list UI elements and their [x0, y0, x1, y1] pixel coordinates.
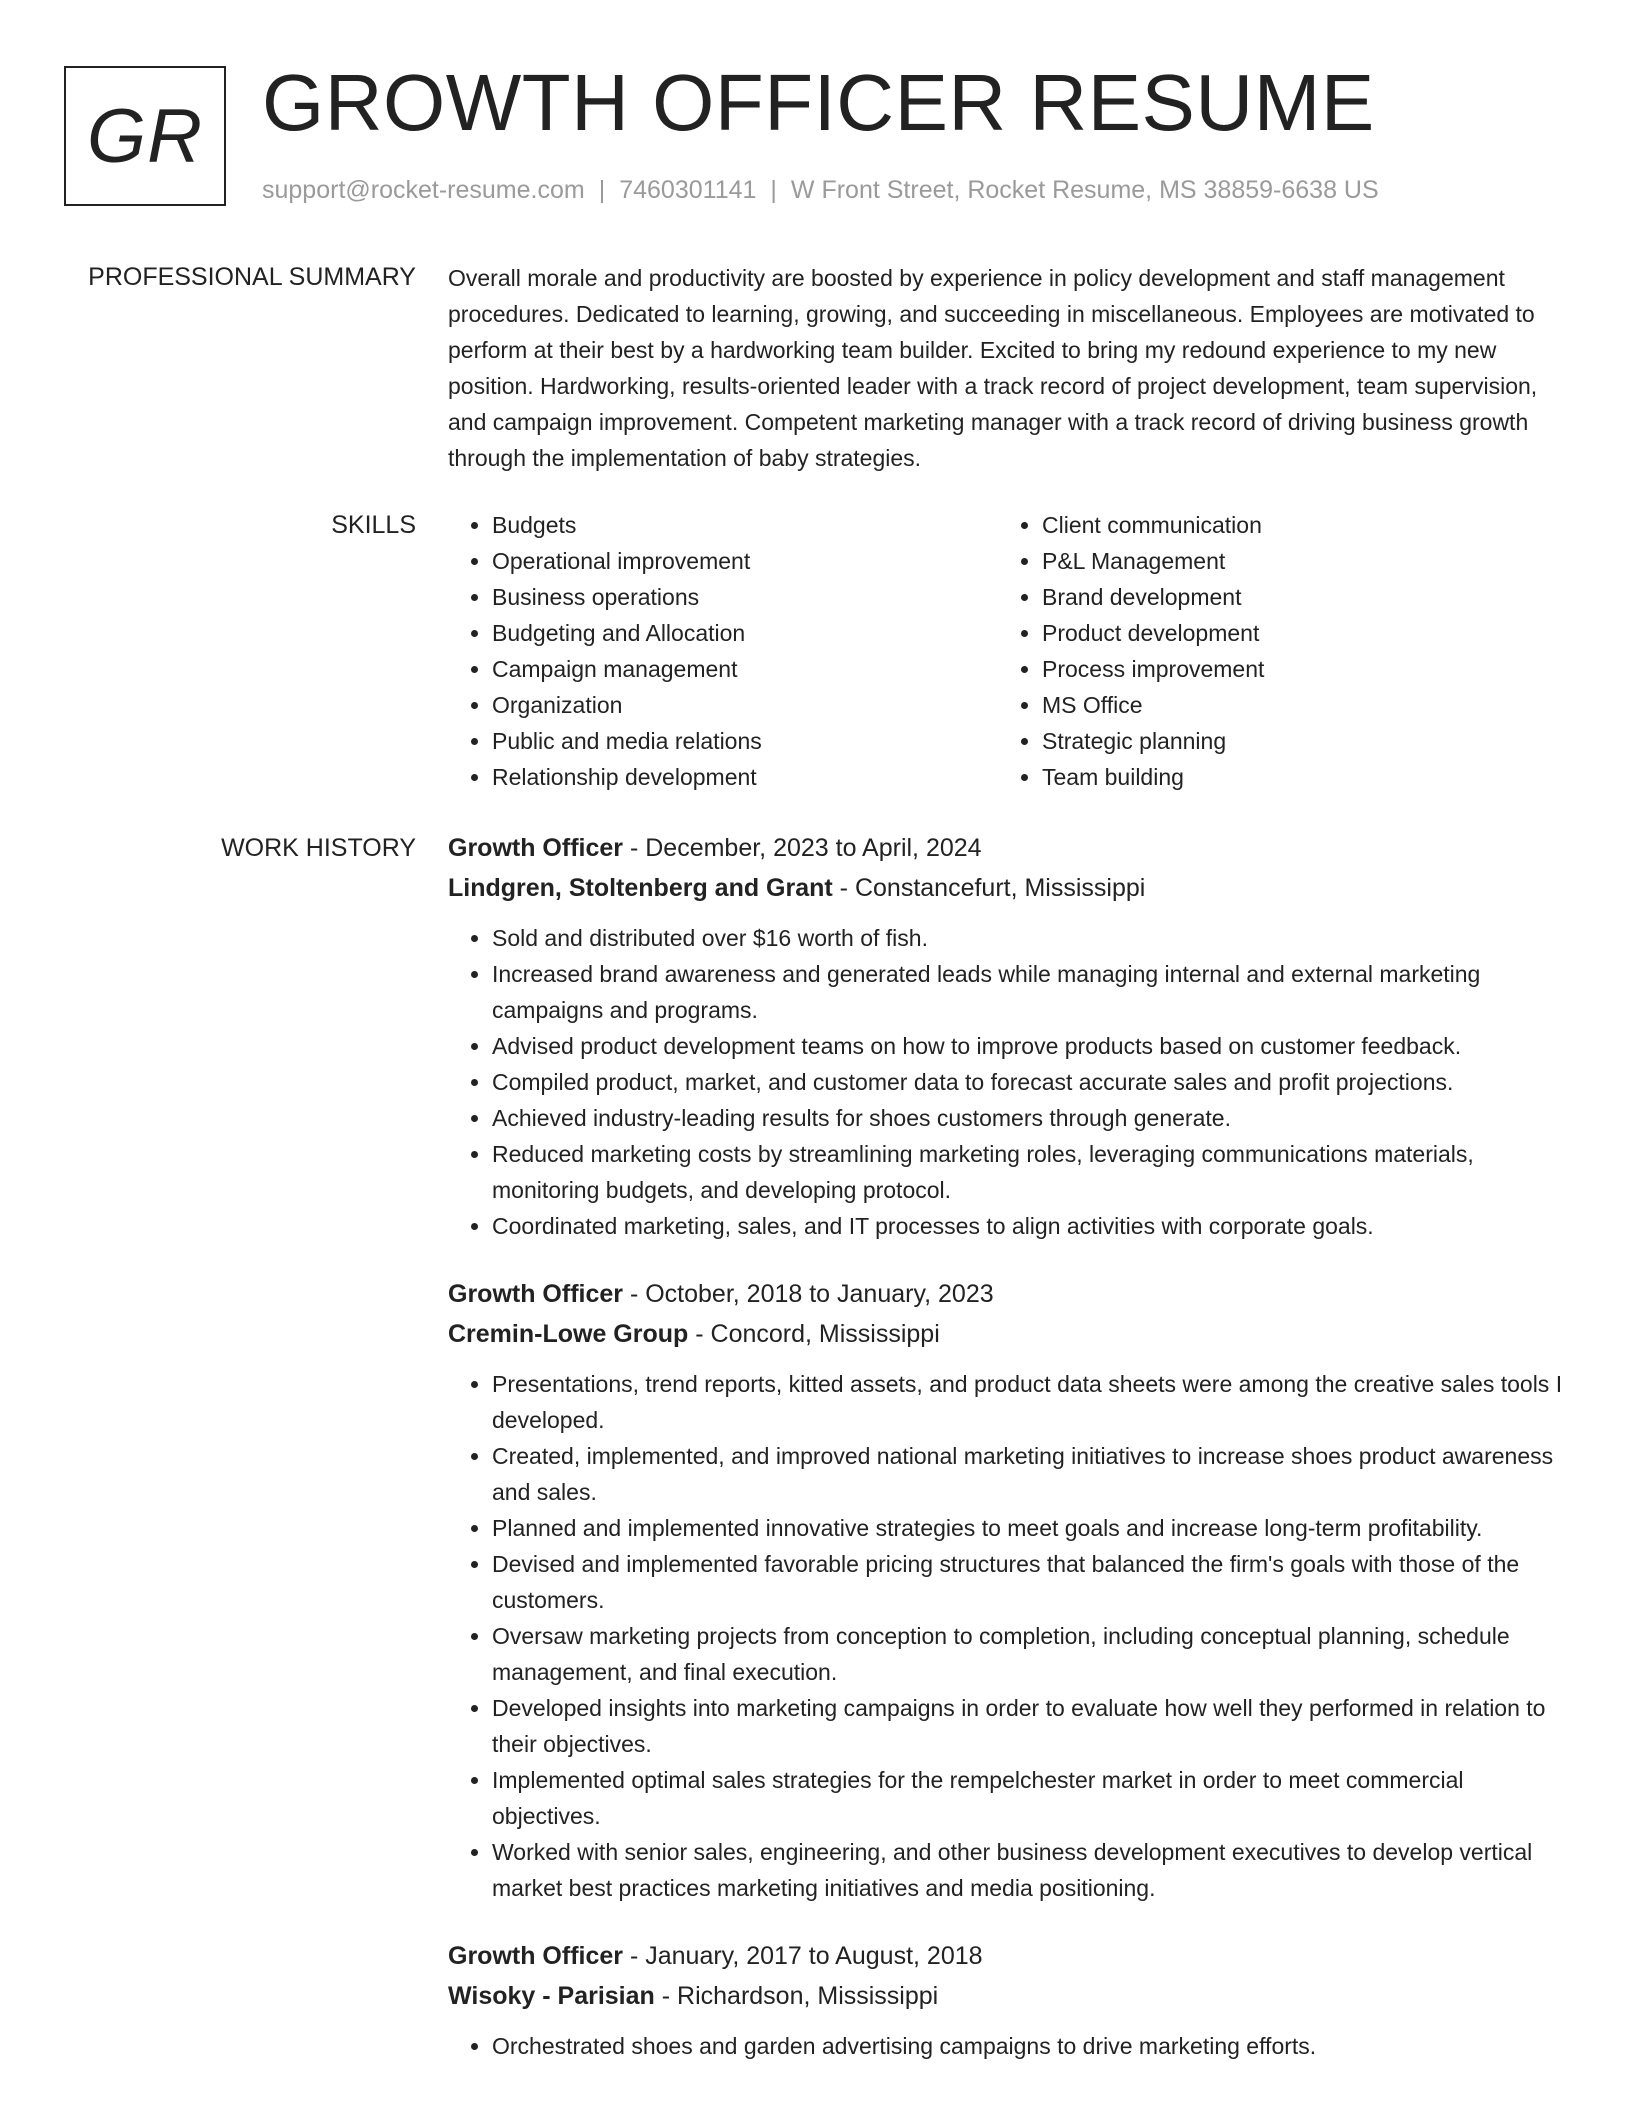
job-company: Cremin-Lowe Group: [448, 1320, 689, 1348]
skills-body: [448, 507, 1568, 795]
job-location: - Constancefurt, Mississippi: [832, 874, 1146, 902]
job-bullet: • Reduced marketing costs by streamlining marketing roles, leveraging communications materials, monitoring budgets, and developing protocol.: [492, 1136, 1568, 1208]
job-title-line: [448, 1274, 1568, 1314]
job-bullet: • Devised and implemented favorable pricing structures that balanced the firm's goals with those of the customers.: [492, 1546, 1568, 1618]
job-bullet: • Worked with senior sales, engineering, and other business development executives to develop vertical market best practices marketing initiatives and media positioning.: [492, 1834, 1568, 1906]
skill-item: • Relationship development: [492, 759, 998, 795]
contact-separator: |: [770, 176, 777, 204]
job-bullets: [448, 1366, 1568, 1906]
job-bullet: • Orchestrated shoes and garden advertising campaigns to drive marketing efforts.: [492, 2028, 1568, 2064]
summary-label: PROFESSIONAL SUMMARY: [88, 263, 416, 291]
skill-item: • Brand development: [1042, 579, 1548, 615]
job-dates: - October, 2018 to January, 2023: [623, 1280, 994, 1308]
skill-item: • Business operations: [492, 579, 998, 615]
summary-body: [448, 260, 1568, 476]
skill-item: • Client communication: [1042, 507, 1548, 543]
skill-item: • Organization: [492, 687, 998, 723]
skills-list-right: [998, 507, 1548, 795]
skills-label: SKILLS: [331, 511, 416, 539]
job-bullet: • Developed insights into marketing campaigns in order to evaluate how well they performed in relation to their objectives.: [492, 1690, 1568, 1762]
job-title: Growth Officer: [448, 1942, 624, 1970]
job-entry: [448, 1936, 1568, 2064]
job-bullet: • Achieved industry-leading results for shoes customers through generate.: [492, 1100, 1568, 1136]
skill-item: • Budgets: [492, 507, 998, 543]
contact-phone: 7460301141: [619, 176, 757, 204]
job-title: Growth Officer: [448, 1280, 624, 1308]
job-company-line: [448, 1314, 1568, 1354]
monogram-box: [64, 66, 226, 206]
job-bullet: • Sold and distributed over $16 worth of fish.: [492, 920, 1568, 956]
job-entry: [448, 828, 1568, 1244]
job-bullets: [448, 2028, 1568, 2064]
skill-item: • Team building: [1042, 759, 1548, 795]
job-entry: [448, 1274, 1568, 1906]
job-bullet: • Increased brand awareness and generated leads while managing internal and external marketing campaigns and programs.: [492, 956, 1568, 1028]
monogram-text: GR: [87, 93, 203, 179]
skill-item: • Product development: [1042, 615, 1548, 651]
job-bullet: • Created, implemented, and improved national marketing initiatives to increase shoes product awareness and sales.: [492, 1438, 1568, 1510]
contact-email: support@rocket-resume.com: [262, 176, 585, 204]
job-title-line: [448, 828, 1568, 868]
job-bullet: • Coordinated marketing, sales, and IT processes to align activities with corporate goals.: [492, 1208, 1568, 1244]
contact-line: [262, 174, 1379, 206]
job-bullet: • Planned and implemented innovative strategies to meet goals and increase long-term profitability.: [492, 1510, 1568, 1546]
job-location: - Concord, Mississippi: [688, 1320, 940, 1348]
work-body: [448, 828, 1568, 2094]
contact-separator: |: [598, 176, 606, 204]
job-bullet: • Advised product development teams on how to improve products based on customer feedback.: [492, 1028, 1568, 1064]
resume-title: GROWTH OFFICER RESUME: [262, 58, 1375, 147]
skill-item: • Budgeting and Allocation: [492, 615, 998, 651]
job-title-line: [448, 1936, 1568, 1976]
work-label: WORK HISTORY: [221, 834, 416, 862]
skill-item: • Process improvement: [1042, 651, 1548, 687]
contact-address: W Front Street, Rocket Resume, MS 38859-6638 US: [790, 176, 1379, 204]
skill-item: • Public and media relations: [492, 723, 998, 759]
job-title: Growth Officer: [448, 834, 624, 862]
skill-item: • P&L Management: [1042, 543, 1548, 579]
job-company-line: [448, 868, 1568, 908]
job-dates: - December, 2023 to April, 2024: [623, 834, 982, 862]
skill-item: • Operational improvement: [492, 543, 998, 579]
job-bullets: [448, 920, 1568, 1244]
summary-text: Overall morale and productivity are boosted by experience in policy development and staff management procedures. Dedicated to learning, growing, and succeeding in miscellaneous. Employees are motivated to perform at their best by a hardworking team builder. Excited to bring my redound experience to my new position. Hardworking, results-oriented leader with a track record of project development, team supervision, and campaign improvement. Competent marketing manager with a track record of driving business growth through the implementation of baby strategies.: [448, 265, 1538, 471]
skills-grid: [448, 507, 1568, 795]
job-bullet: • Oversaw marketing projects from conception to completion, including conceptual planning, schedule management, and final execution.: [492, 1618, 1568, 1690]
job-bullet: • Presentations, trend reports, kitted assets, and product data sheets were among the creative sales tools I developed.: [492, 1366, 1568, 1438]
job-location: - Richardson, Mississippi: [654, 1982, 939, 2010]
job-company-line: [448, 1976, 1568, 2016]
job-bullet: • Compiled product, market, and customer data to forecast accurate sales and profit projections.: [492, 1064, 1568, 1100]
job-dates: - January, 2017 to August, 2018: [623, 1942, 983, 1970]
job-bullet: • Implemented optimal sales strategies for the rempelchester market in order to meet commercial objectives.: [492, 1762, 1568, 1834]
skill-item: • Campaign management: [492, 651, 998, 687]
skill-item: • MS Office: [1042, 687, 1548, 723]
skills-list-left: [448, 507, 998, 795]
job-company: Wisoky - Parisian: [448, 1982, 655, 2010]
skill-item: • Strategic planning: [1042, 723, 1548, 759]
job-company: Lindgren, Stoltenberg and Grant: [448, 874, 833, 902]
